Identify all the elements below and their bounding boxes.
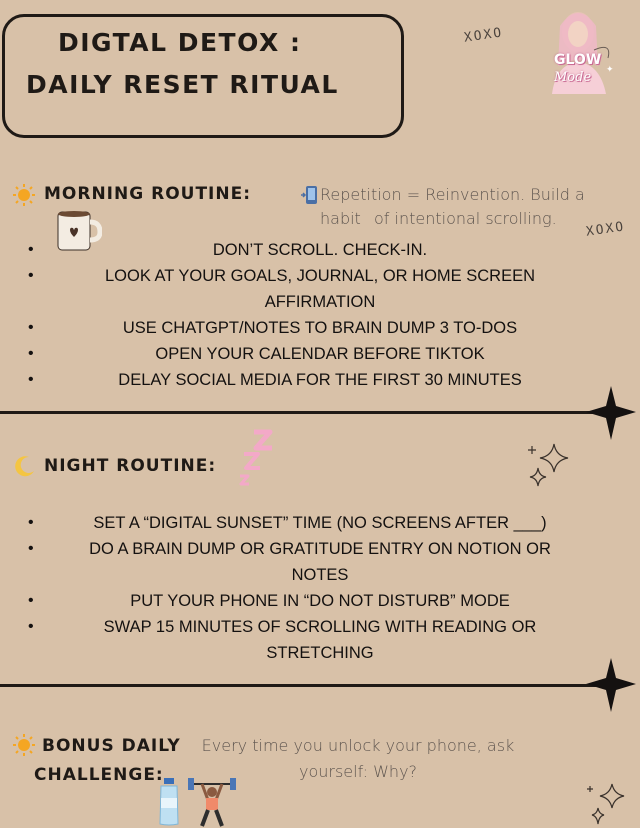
list-item: • SWAP 15 MINUTES OF SCROLLING WITH READING OR STRETCHING	[28, 618, 537, 662]
section-divider	[0, 684, 600, 687]
badge-text-mode: Mode	[554, 70, 592, 85]
list-item: • DELAY SOCIAL MEDIA FOR THE FIRST 30 MINUTES	[28, 371, 522, 389]
star-icon	[586, 658, 636, 712]
night-routine-heading: NIGHT ROUTINE:	[44, 456, 217, 476]
glow-mode-badge	[548, 6, 620, 94]
list-item: • SET A “DIGITAL SUNSET” TIME (NO SCREENS AFTER ___)	[28, 514, 547, 532]
sun-icon	[12, 183, 36, 207]
morning-note-line2: of intentional scrolling.	[374, 209, 557, 228]
water-bottle-icon	[156, 778, 182, 826]
page-title-line2: DAILY RESET RITUAL	[26, 70, 339, 99]
weightlifter-icon	[188, 774, 236, 828]
bonus-heading-line2: CHALLENGE:	[34, 765, 164, 785]
sparkle-icon	[524, 440, 572, 490]
sparkle-icon	[584, 780, 630, 826]
list-item: • USE CHATGPT/NOTES TO BRAIN DUMP 3 TO-DOS	[28, 319, 518, 337]
bonus-note-line1: Every time you unlock your phone, ask	[201, 736, 515, 755]
list-item: • PUT YOUR PHONE IN “DO NOT DISTURB” MODE	[28, 592, 510, 610]
morning-routine-list	[0, 237, 640, 393]
phone-icon	[300, 185, 320, 205]
xoxo-doodle-top: XOXO	[463, 25, 505, 46]
morning-routine-heading: MORNING ROUTINE:	[44, 184, 252, 204]
zzz-icon	[236, 428, 276, 490]
xoxo-doodle-right: XOXO	[585, 219, 627, 240]
page-title-line1: DIGTAL DETOX :	[58, 28, 302, 57]
night-routine-list	[0, 510, 640, 666]
bonus-note-line2: yourself: Why?	[298, 762, 418, 781]
morning-note-line1: Repetition = Reinvention. Build a habit	[320, 185, 585, 228]
crescent-moon-icon	[14, 455, 36, 477]
list-item: • DON’T SCROLL. CHECK-IN.	[28, 241, 428, 259]
list-item: • OPEN YOUR CALENDAR BEFORE TIKTOK	[28, 345, 485, 363]
star-icon	[586, 386, 636, 440]
list-item: • DO A BRAIN DUMP OR GRATITUDE ENTRY ON NOTION OR NOTES	[28, 540, 551, 584]
sun-icon	[12, 733, 36, 757]
svg-text:✦: ✦	[606, 65, 614, 75]
section-divider	[0, 411, 600, 414]
list-item: • LOOK AT YOUR GOALS, JOURNAL, OR HOME SCREEN AFFIRMATION	[28, 267, 535, 311]
bonus-heading-line1: BONUS DAILY	[42, 736, 181, 756]
badge-text-glow: GLOW	[554, 52, 602, 68]
